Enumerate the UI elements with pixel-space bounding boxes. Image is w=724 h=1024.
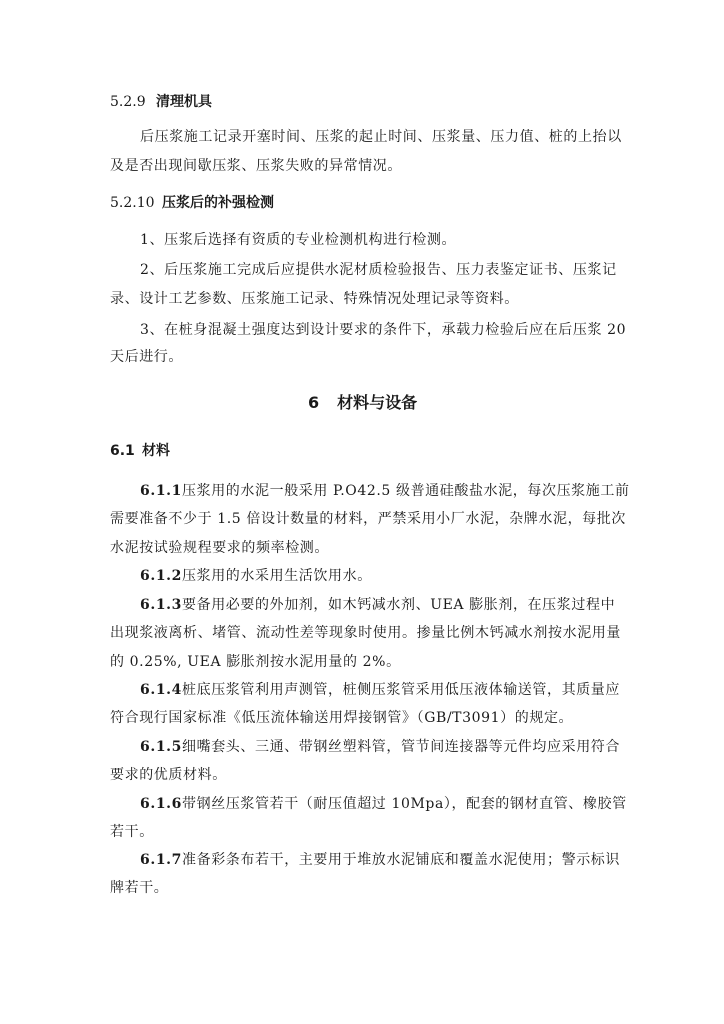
list-item: 3、在桩身混凝土强度达到设计要求的条件下，承载力检验后应在后压浆 20: [140, 322, 627, 338]
clause-6-1-6: [140, 794, 627, 814]
clause-text: 压浆用的水泥一般采用 P.O42.5 级普通硅酸盐水泥，每次压浆施工前: [182, 483, 630, 499]
paragraph-line: 后压浆施工记录开塞时间、压浆的起止时间、压浆量、压力值、桩的上抬以: [140, 129, 622, 145]
clause-text: 准备彩条布若干，主要用于堆放水泥铺底和覆盖水泥使用；警示标识: [182, 852, 620, 868]
section-number: 5.2.9: [110, 94, 146, 110]
chapter-title: 材料与设备: [337, 393, 418, 412]
clause-6-1-5: [140, 737, 620, 757]
section-number: 5.2.10: [110, 195, 155, 211]
list-item: 1、压浆后选择有资质的专业检测机构进行检测。: [140, 232, 457, 248]
paragraph-line: 需要准备不少于 1.5 倍设计数量的材料，严禁采用小厂水泥，杂牌水泥，每批次: [110, 511, 626, 527]
paragraph-line: 要求的优质材料。: [110, 767, 227, 783]
section-title: 清理机具: [156, 94, 212, 110]
clause-6-1-3: [140, 595, 615, 615]
clause-number: 6.1.2: [140, 568, 182, 584]
chapter-number: 6: [308, 393, 320, 412]
clause-number: 6.1.6: [140, 796, 182, 812]
clause-number: 6.1.1: [140, 483, 182, 499]
heading-6-1: [110, 441, 170, 461]
paragraph-line: 牌若干。: [110, 880, 169, 896]
list-item-cont: 天后进行。: [110, 349, 183, 365]
clause-text: 要备用必要的外加剂，如木钙减水剂、UEA 膨胀剂，在压浆过程中: [182, 597, 616, 613]
section-title: 压浆后的补强检测: [162, 195, 274, 211]
heading-5-2-9: [110, 92, 212, 112]
clause-6-1-4: [140, 680, 620, 700]
chapter-heading: [308, 393, 417, 413]
clause-text: 带钢丝压浆管若干（耐压值超过 10Mpa），配套的钢材直管、橡胶管: [182, 796, 627, 812]
clause-number: 6.1.4: [140, 682, 182, 698]
clause-6-1-7: [140, 850, 620, 870]
paragraph-line: 的 0.25%, UEA 膨胀剂按水泥用量的 2%。: [110, 654, 401, 670]
paragraph-line: 若干。: [110, 824, 154, 840]
clause-number: 6.1.5: [140, 739, 182, 755]
clause-number: 6.1.7: [140, 852, 182, 868]
clause-6-1-1: [140, 481, 630, 501]
clause-number: 6.1.3: [140, 597, 182, 613]
heading-5-2-10: [110, 193, 274, 213]
paragraph-line: 出现浆液离析、堵管、流动性差等现象时使用。掺量比例木钙减水剂按水泥用量: [110, 625, 621, 641]
section-title: 材料: [142, 443, 170, 459]
list-item-cont: 录、设计工艺参数、压浆施工记录、特殊情况处理记录等资料。: [110, 291, 519, 307]
paragraph-line: 水泥按试验规程要求的频率检测。: [110, 540, 329, 556]
paragraph-line: 及是否出现间歇压浆、压浆失败的异常情况。: [110, 158, 402, 174]
clause-text: 桩底压浆管利用声测管，桩侧压浆管采用低压液体输送管，其质量应: [182, 682, 620, 698]
clause-text: 压浆用的水采用生活饮用水。: [182, 568, 372, 584]
clause-6-1-2: [140, 566, 372, 586]
paragraph-line: 符合现行国家标准《低压流体输送用焊接钢管》（GB/T3091）的规定。: [110, 710, 574, 726]
list-item: 2、后压浆施工完成后应提供水泥材质检验报告、压力表鉴定证书、压浆记: [140, 262, 617, 278]
section-number: 6.1: [110, 443, 135, 459]
clause-text: 细嘴套头、三通、带钢丝塑料管，管节间连接器等元件均应采用符合: [182, 739, 620, 755]
